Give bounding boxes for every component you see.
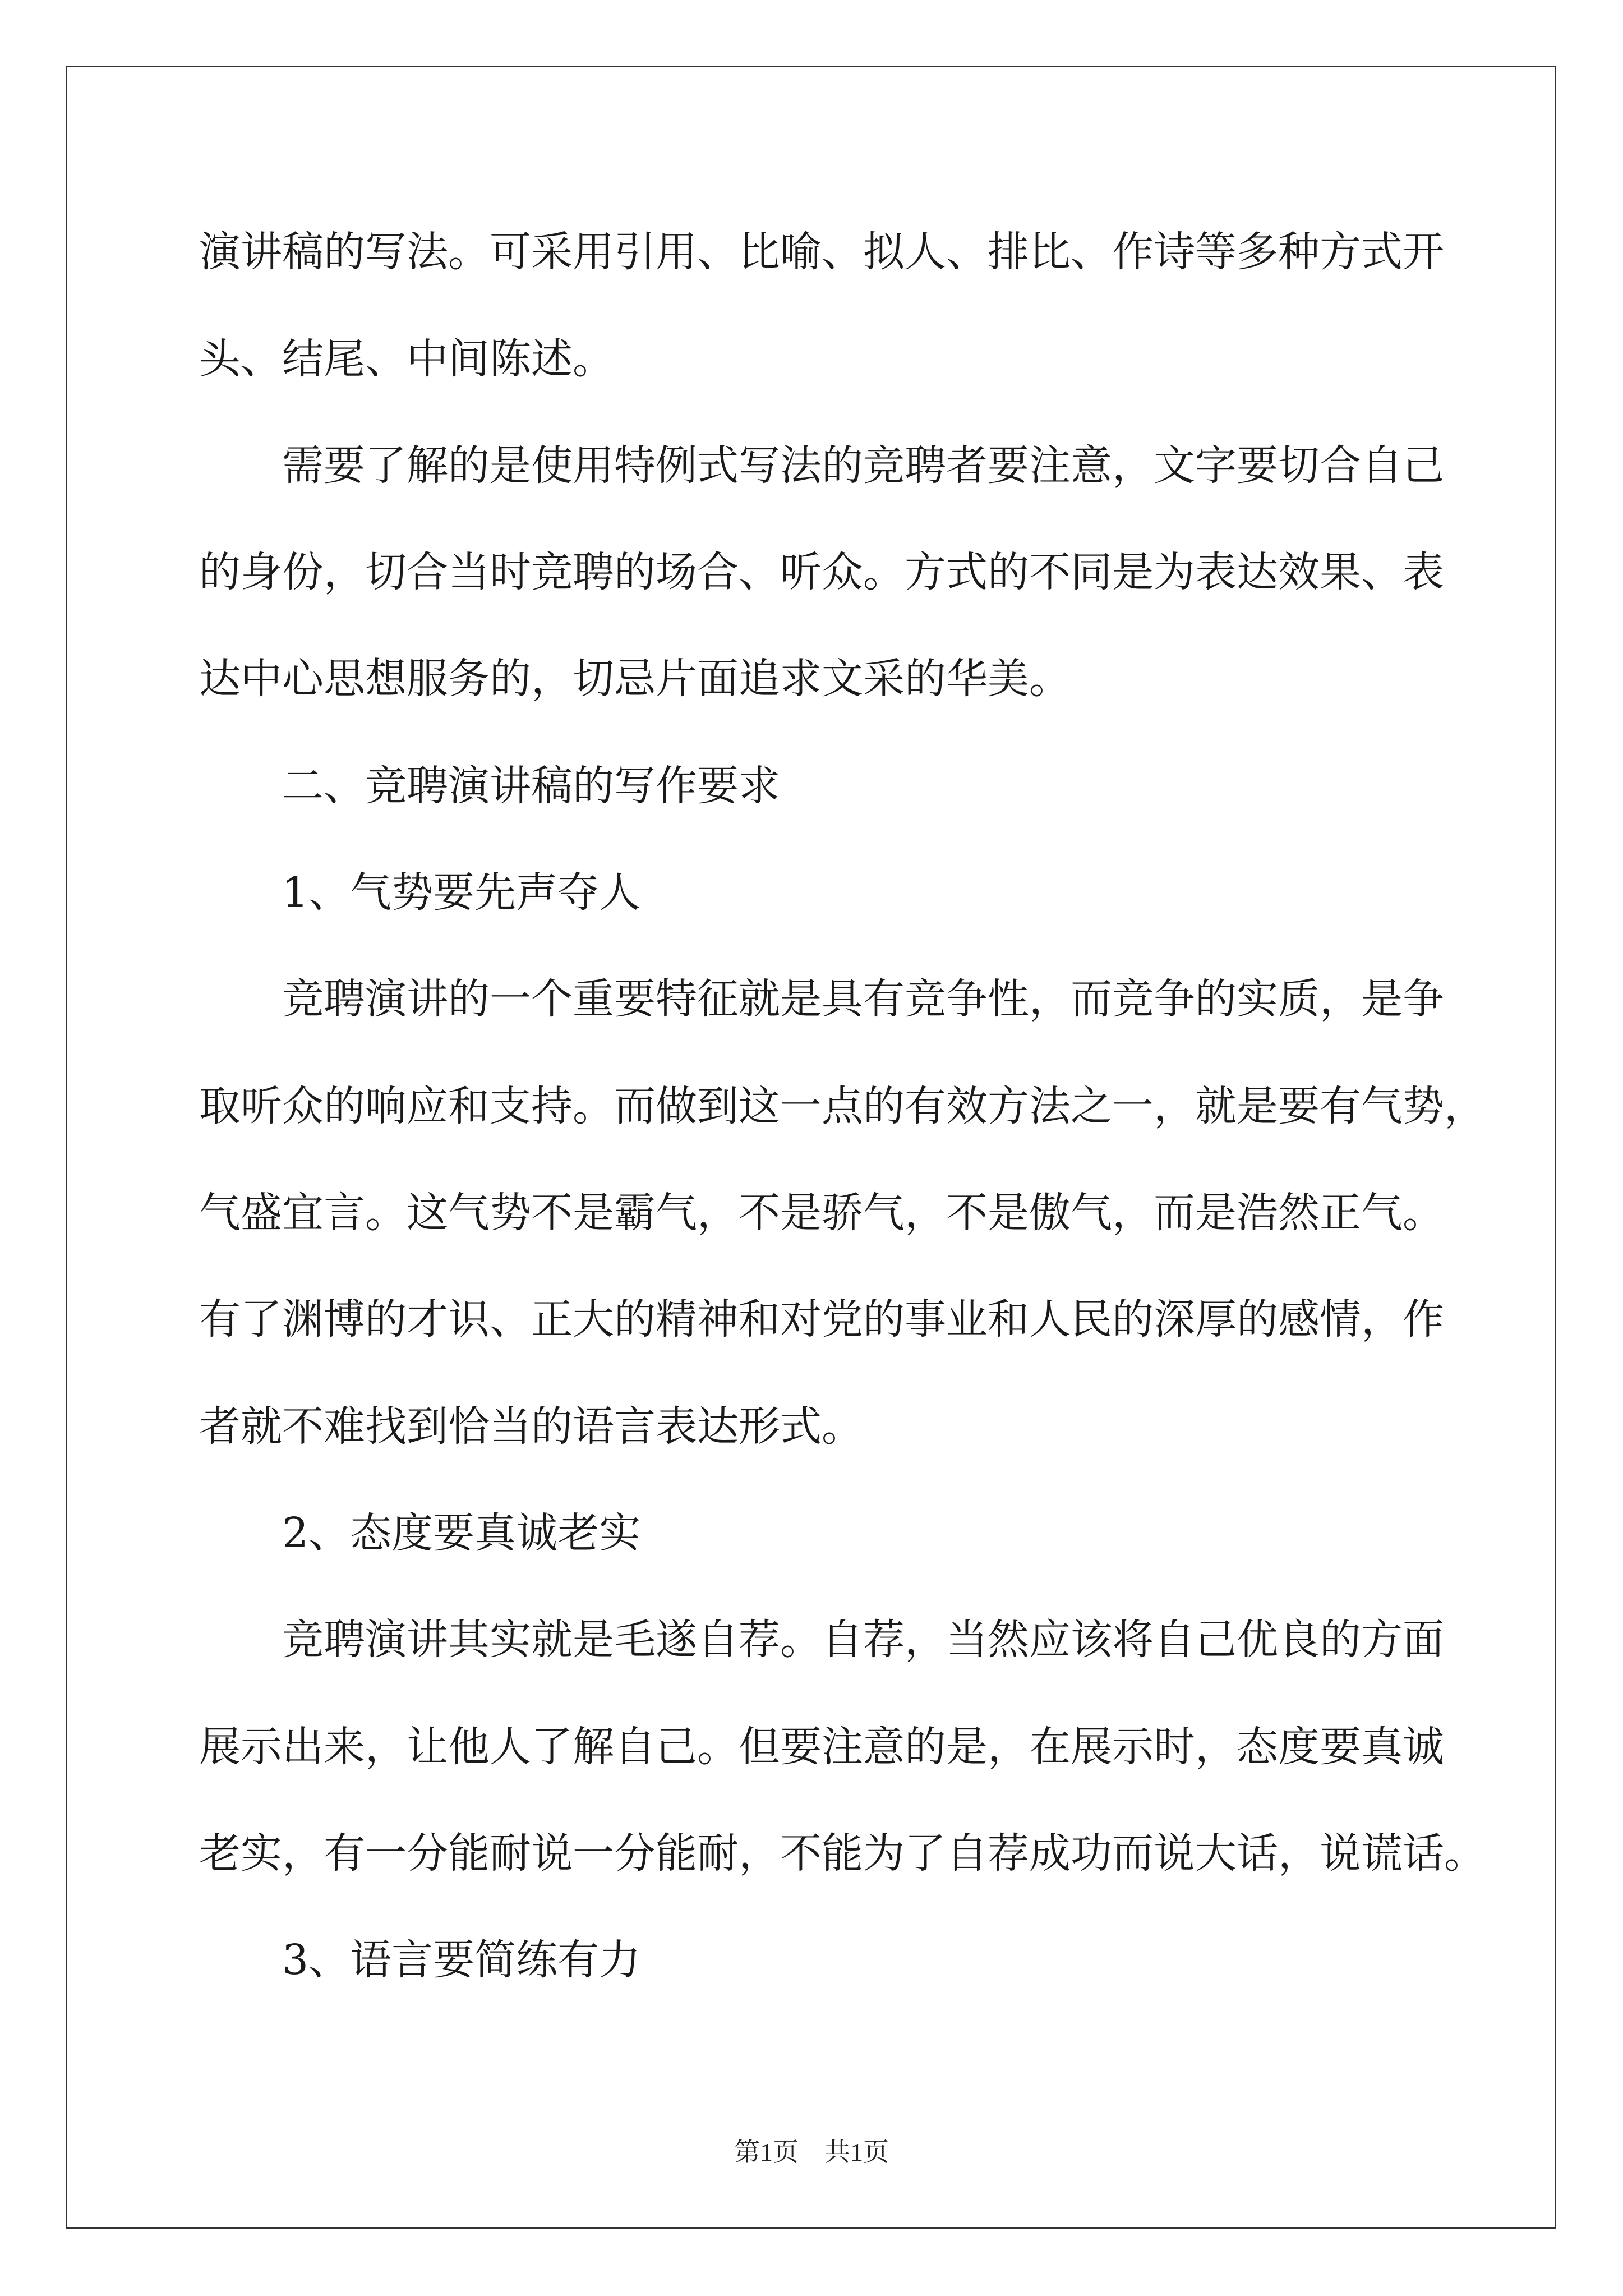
- text-line-9: 取听众的响应和支持。而做到这一点的有效方法之一，就是要有气势，: [199, 1082, 1486, 1130]
- page-frame: [66, 66, 1556, 2229]
- text-line-4: 的身份，切合当时竞聘的场合、听众。方式的不同是为表达效果、表: [199, 548, 1444, 596]
- text-line-12: 者就不难找到恰当的语言表达形式。: [199, 1402, 863, 1451]
- text-line-11: 有了渊博的才识、正大的精神和对党的事业和人民的深厚的感情，作: [199, 1295, 1444, 1343]
- subheading-3: 3、语言要简练有力: [282, 1936, 641, 1984]
- paragraph-start-line-8: 竞聘演讲的一个重要特征就是具有竞争性，而竞争的实质，是争: [282, 975, 1444, 1023]
- paragraph-start-line-14: 竞聘演讲其实就是毛遂自荐。自荐，当然应该将自己优良的方面: [282, 1616, 1444, 1664]
- text-line-15: 展示出来，让他人了解自己。但要注意的是，在展示时，态度要真诚: [199, 1723, 1444, 1771]
- paragraph-start-line-3: 需要了解的是使用特例式写法的竞聘者要注意，文字要切合自己: [282, 441, 1444, 490]
- text-line-16: 老实，有一分能耐说一分能耐，不能为了自荐成功而说大话，说谎话。: [199, 1829, 1486, 1878]
- subheading-2: 2、态度要真诚老实: [282, 1509, 641, 1557]
- text-line-5: 达中心思想服务的，切忌片面追求文采的华美。: [199, 655, 1071, 703]
- subheading-1: 1、气势要先声夺人: [282, 868, 641, 917]
- page-number-footer: 第1页 共1页: [734, 2138, 889, 2166]
- section-heading: 二、竞聘演讲稿的写作要求: [282, 762, 780, 810]
- text-line-10: 气盛宜言。这气势不是霸气，不是骄气，不是傲气，而是浩然正气。: [199, 1189, 1444, 1237]
- text-line-2: 头、结尾、中间陈述。: [199, 335, 614, 383]
- text-line-1: 演讲稿的写法。可采用引用、比喻、拟人、排比、作诗等多种方式开: [199, 228, 1444, 276]
